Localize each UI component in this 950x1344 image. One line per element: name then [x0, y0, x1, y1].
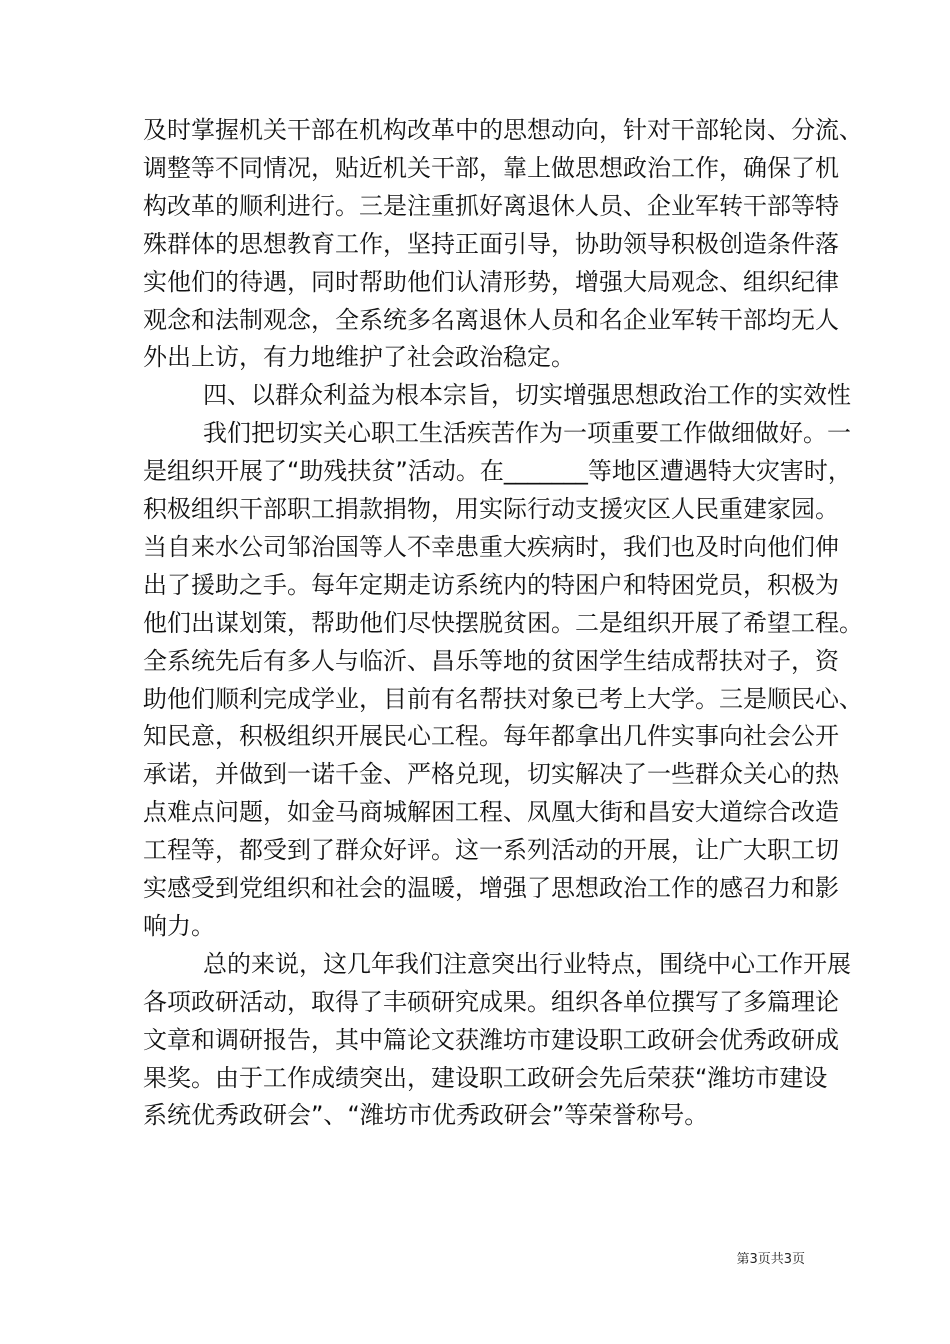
text-line: 出了援助之手。每年定期走访系统内的特困户和特困党员，积极为: [143, 570, 839, 599]
text-line: 点难点问题，如金马商城解困工程、凤凰大街和昌安大道综合改造: [143, 798, 839, 827]
text-line: 实他们的待遇，同时帮助他们认清形势，增强大局观念、组织纪律: [143, 267, 839, 296]
text-line: 是组织开展了“助残扶贫”活动。在_______等地区遭遇特大灾害时，: [143, 457, 852, 486]
text-line: 及时掌握机关干部在机构改革中的思想动向，针对干部轮岗、分流、: [143, 116, 863, 144]
page-number: 第3页共3页: [736, 1252, 805, 1267]
text-line: 构改革的顺利进行。三是注重抓好离退休人员、企业军转干部等特: [143, 191, 839, 220]
text-line: 知民意，积极组织开展民心工程。每年都拿出几件实事向社会公开: [143, 722, 839, 751]
text-line: 文章和调研报告，其中篇论文获潍坊市建设职工政研会优秀政研成: [143, 1025, 839, 1054]
text-line: 全系统先后有多人与临沂、昌乐等地的贫困学生结成帮扶对子，资: [143, 646, 839, 675]
text-line: 观念和法制观念，全系统多名离退休人员和名企业军转干部均无人: [143, 305, 839, 334]
text-line: 他们出谋划策，帮助他们尽快摆脱贫困。二是组织开展了希望工程。: [143, 608, 863, 637]
text-line: 四、以群众利益为根本宗旨，切实增强思想政治工作的实效性: [203, 381, 851, 410]
text-line: 当自来水公司邹治国等人不幸患重大疾病时，我们也及时向他们伸: [143, 532, 839, 561]
text-line: 外出上访，有力地维护了社会政治稳定。: [143, 343, 575, 372]
text-line: 积极组织干部职工捐款捐物，用实际行动支援灾区人民重建家园。: [143, 495, 839, 523]
text-line: 承诺，并做到一诺千金、严格兑现，切实解决了一些群众关心的热: [143, 760, 839, 789]
text-line: 总的来说，这几年我们注意突出行业特点，围绕中心工作开展: [203, 949, 851, 978]
text-line: 殊群体的思想教育工作，坚持正面引导，协助领导积极创造条件落: [143, 229, 839, 258]
text-line: 助他们顺利完成学业，目前有名帮扶对象已考上大学。三是顺民心、: [143, 684, 863, 713]
text-line: 系统优秀政研会”、“潍坊市优秀政研会”等荣誉称号。: [143, 1101, 709, 1130]
text-line: 果奖。由于工作成绩突出，建设职工政研会先后荣获“潍坊市建设: [143, 1063, 828, 1092]
text-line: 我们把切实关心职工生活疾苦作为一项重要工作做细做好。一: [203, 419, 851, 448]
text-line: 工程等，都受到了群众好评。这一系列活动的开展，让广大职工切: [143, 836, 839, 865]
text-line: 响力。: [143, 911, 215, 940]
text-line: 实感受到党组织和社会的温暖，增强了思想政治工作的感召力和影: [143, 874, 839, 902]
text-line: 各项政研活动，取得了丰硕研究成果。组织各单位撰写了多篇理论: [143, 987, 839, 1016]
text-line: 调整等不同情况，贴近机关干部，靠上做思想政治工作，确保了机: [143, 153, 839, 182]
